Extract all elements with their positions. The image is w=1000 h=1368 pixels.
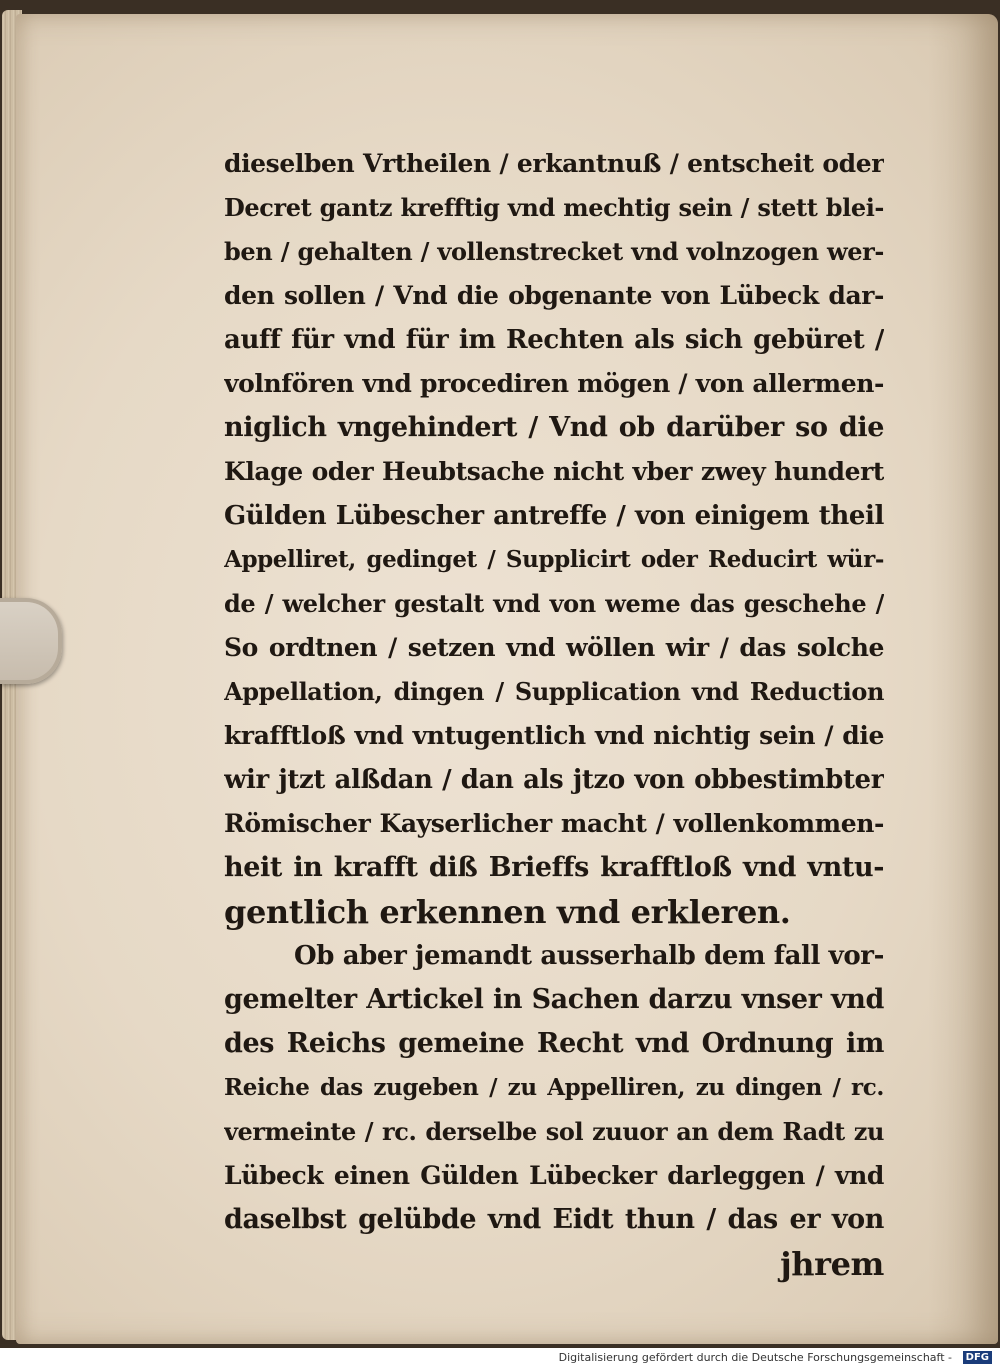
text-line: Lübeck einen Gülden Lübecker darleggen / vnd: [224, 1161, 884, 1190]
text-line: krafftloß vnd vntugentlich vnd nichtig sein / die: [224, 721, 884, 750]
page-body-text: [224, 142, 884, 1286]
text-line: Römischer Kayserlicher macht / vollenkommen-: [224, 809, 884, 838]
text-line: Klage oder Heubtsache nicht vber zwey hundert: [224, 457, 884, 486]
text-line: wir jtzt alßdan / dan als jtzo von obbestimbter: [224, 765, 884, 795]
footer-bar: [0, 1348, 1000, 1368]
text-line: Gülden Lübescher antreffe / von einigem theil: [224, 501, 884, 531]
page-gutter-shade: [928, 14, 998, 1344]
text-line: niglich vngehindert / Vnd ob darüber so die: [224, 412, 884, 443]
text-line: auff für vnd für im Rechten als sich gebüret /: [224, 325, 884, 355]
text-line: Reiche das zugeben / zu Appelliren, zu dingen / rc.: [224, 1074, 884, 1101]
text-line: vermeinte / rc. derselbe sol zuuor an dem Radt zu: [224, 1117, 884, 1146]
text-line: Appellation, dingen / Supplication vnd Reduction: [224, 677, 884, 706]
digitization-credit: Digitalisierung gefördert durch die Deutsche Forschungsgemeinschaft -: [558, 1351, 952, 1364]
text-line: volnfören vnd procediren mögen / von allermen-: [224, 369, 884, 398]
text-line: heit in krafft diß Brieffs krafftloß vnd vntu-: [224, 852, 884, 883]
text-line: daselbst gelübde vnd Eidt thun / das er von: [224, 1204, 884, 1235]
page-clip: [0, 598, 62, 684]
text-line: den sollen / Vnd die obgenante von Lübeck dar-: [224, 281, 884, 310]
text-line: de / welcher gestalt vnd von weme das geschehe /: [224, 589, 884, 618]
text-line: So ordtnen / setzen vnd wöllen wir / das solche: [224, 633, 884, 662]
text-line: Decret gantz krefftig vnd mechtig sein / stett blei-: [224, 193, 884, 222]
paragraph-start-line: Ob aber jemandt ausserhalb dem fall vor-: [294, 941, 884, 971]
text-line: gemelter Artickel in Sachen darzu vnser vnd: [224, 984, 884, 1015]
text-line: gentlich erkennen vnd erkleren.: [224, 893, 791, 931]
catchword: jhrem: [780, 1245, 884, 1283]
text-line: Appelliret, gedinget / Supplicirt oder Reducirt wür-: [224, 546, 884, 573]
text-line: ben / gehalten / vollenstrecket vnd volnzogen wer-: [224, 237, 884, 266]
text-line: dieselben Vrtheilen / erkantnuß / entscheit oder: [224, 149, 884, 178]
dfg-logo: DFG: [963, 1351, 992, 1364]
text-line: des Reichs gemeine Recht vnd Ordnung im: [224, 1028, 884, 1059]
